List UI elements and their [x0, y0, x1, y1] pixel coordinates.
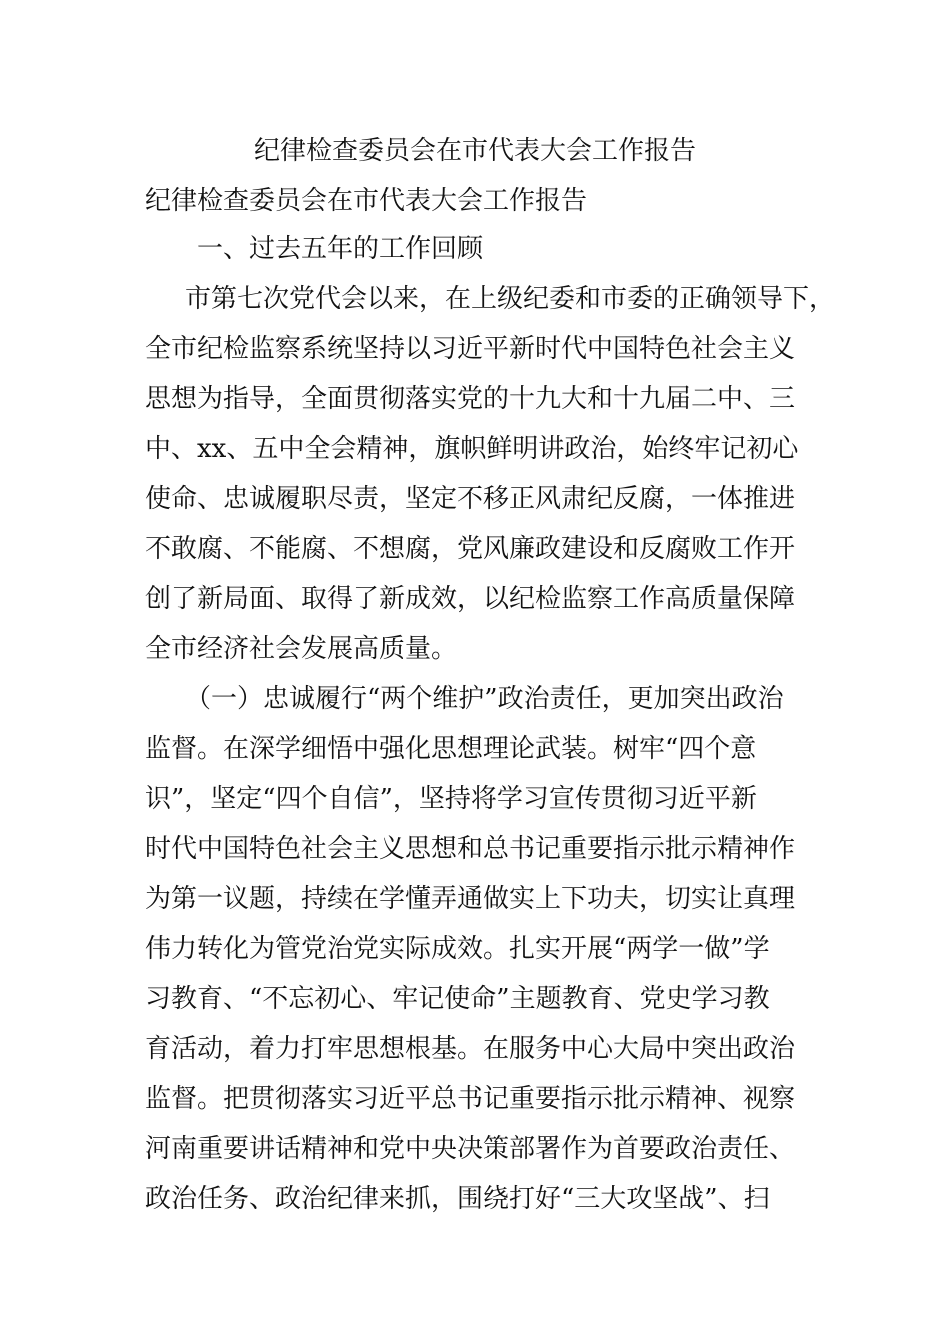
document-title: 纪律检查委员会在市代表大会工作报告: [253, 136, 696, 166]
document-subtitle: 纪律检查委员会在市代表大会工作报告: [145, 186, 588, 216]
paragraph-line: 监督。把贯彻落实习近平总书记重要指示批示精神、视察: [145, 1084, 796, 1114]
paragraph-line: 创了新局面、取得了新成效，以纪检监察工作高质量保障: [145, 584, 796, 614]
paragraph-line: 识”，坚定“四个自信”，坚持将学习宣传贯彻习近平新: [145, 784, 757, 814]
paragraph-line: 全市经济社会发展高质量。: [145, 634, 458, 664]
paragraph-line: 为第一议题，持续在学懂弄通做实上下功夫，切实让真理: [145, 884, 796, 914]
paragraph-line: 市第七次党代会以来，在上级纪委和市委的正确领导下，: [185, 284, 836, 314]
paragraph-line: 育活动，着力打牢思想根基。在服务中心大局中突出政治: [145, 1034, 796, 1064]
paragraph-line: 时代中国特色社会主义思想和总书记重要指示批示精神作: [145, 834, 796, 864]
paragraph-line: （一）忠诚履行“两个维护”政治责任，更加突出政治: [185, 684, 784, 714]
paragraph-line: 河南重要讲话精神和党中央决策部署作为首要政治责任、: [145, 1134, 796, 1164]
paragraph-line: 全市纪检监察系统坚持以习近平新时代中国特色社会主义: [145, 334, 796, 364]
paragraph-line: 中、xx、五中全会精神，旗帜鲜明讲政治，始终牢记初心: [145, 434, 799, 464]
section-heading: 一、过去五年的工作回顾: [197, 234, 484, 264]
paragraph-line: 监督。在深学细悟中强化思想理论武装。树牢“四个意: [145, 734, 757, 764]
paragraph-line: 政治任务、政治纪律来抓，围绕打好“三大攻坚战”、扫: [145, 1184, 770, 1214]
paragraph-line: 伟力转化为管党治党实际成效。扎实开展“两学一做”学: [145, 934, 770, 964]
paragraph-line: 不敢腐、不能腐、不想腐，党风廉政建设和反腐败工作开: [145, 534, 796, 564]
paragraph-line: 思想为指导，全面贯彻落实党的十九大和十九届二中、三: [145, 384, 796, 414]
paragraph-line: 使命、忠诚履职尽责，坚定不移正风肃纪反腐，一体推进: [145, 484, 796, 514]
paragraph-line: 习教育、“不忘初心、牢记使命”主题教育、党史学习教: [145, 984, 770, 1014]
